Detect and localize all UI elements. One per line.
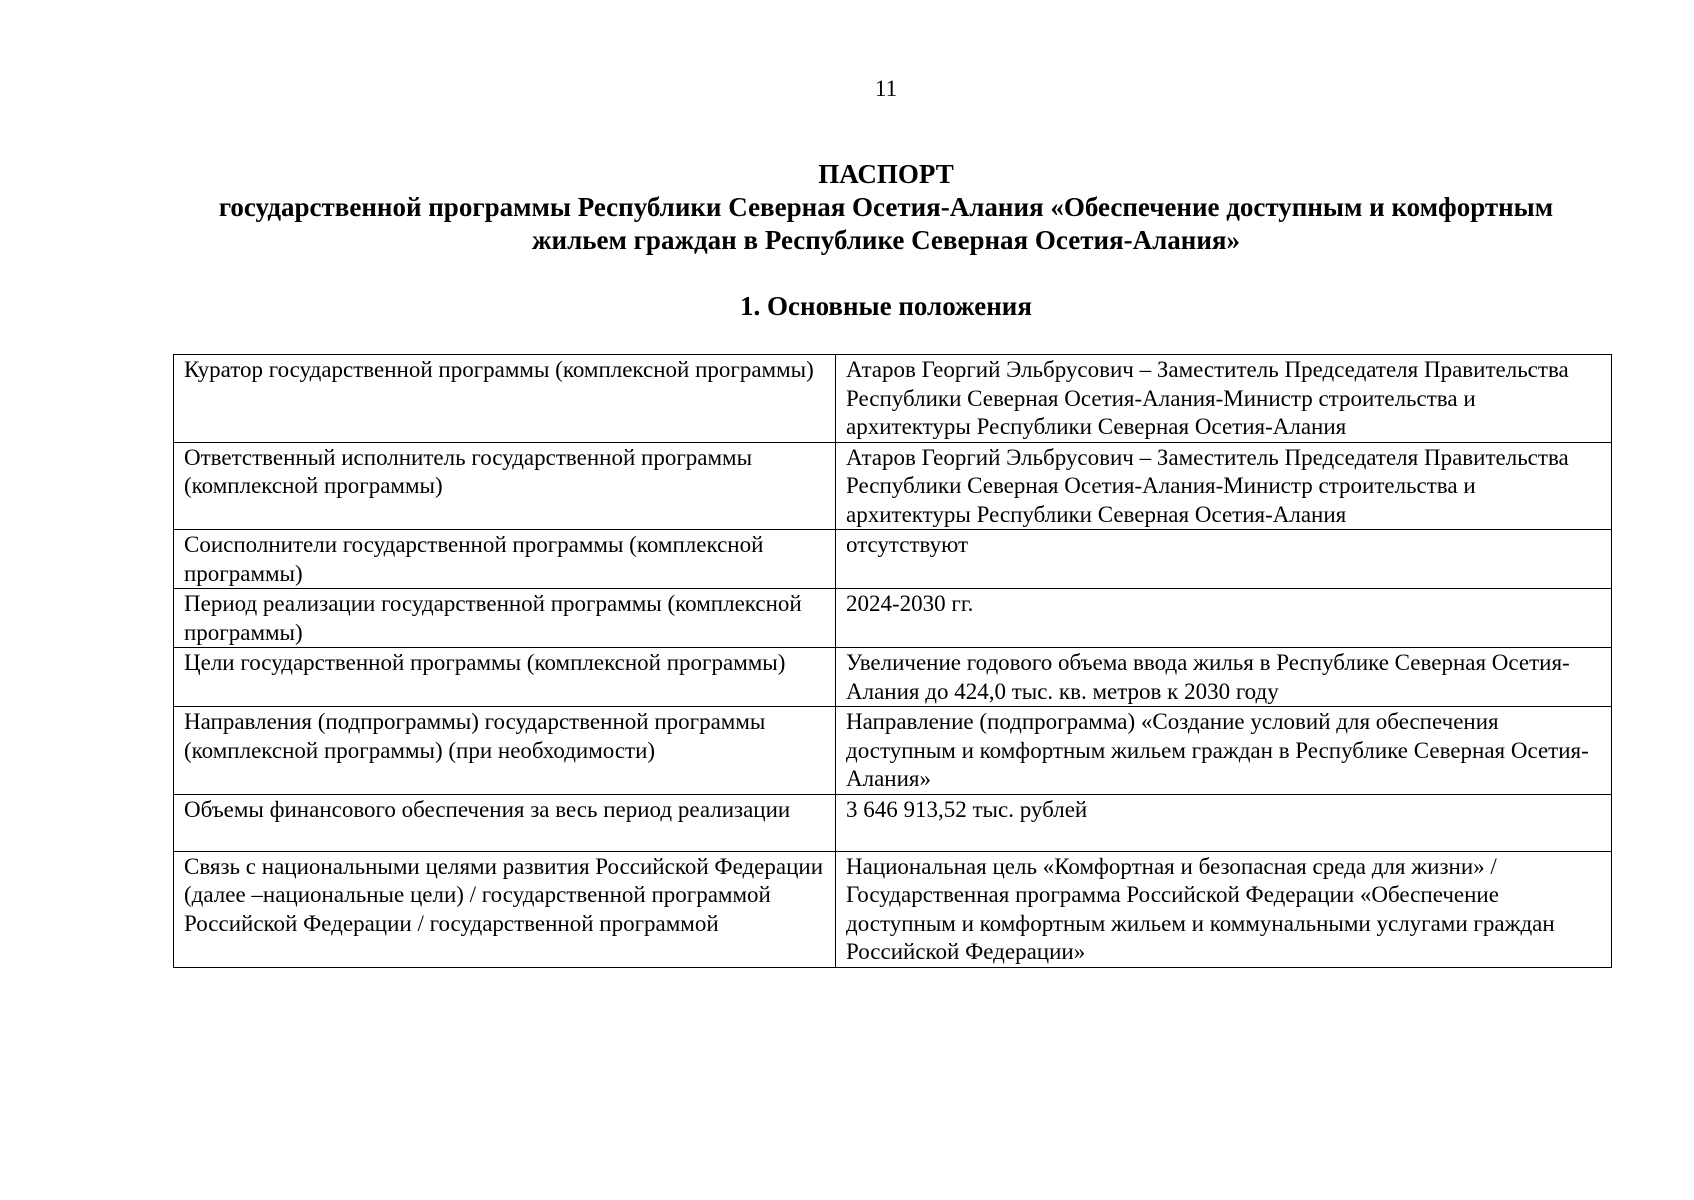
- row-value-directions: Направление (подпрограмма) «Создание условий для обеспечения доступным и комфортным жильем граждан в Республике Северная Осетия-Алания»: [836, 707, 1612, 795]
- row-label-co-executors: Соисполнители государственной программы (комплексной программы): [174, 530, 836, 589]
- row-label-responsible-executor: Ответственный исполнитель государственной программы (комплексной программы): [174, 442, 836, 530]
- table-row: [174, 530, 1612, 589]
- title-line-1: ПАСПОРТ: [818, 159, 954, 189]
- passport-table: [173, 354, 1612, 968]
- row-label-directions: Направления (подпрограммы) государственной программы (комплексной программы) (при необходимости): [174, 707, 836, 795]
- row-label-goals: Цели государственной программы (комплексной программы): [174, 648, 836, 707]
- row-value-funding: 3 646 913,52 тыс. рублей: [836, 794, 1612, 851]
- table-row: [174, 589, 1612, 648]
- title-line-2: государственной программы Республики Северная Осетия-Алания «Обеспечение доступным и комфортным: [218, 192, 1554, 222]
- section-heading: 1. Основные положения: [740, 291, 1032, 321]
- row-value-goals: Увеличение годового объема ввода жилья в Республике Северная Осетия-Алания до 424,0 тыс. кв. метров к 2030 году: [836, 648, 1612, 707]
- title-line-3: жильем граждан в Республике Северная Осетия-Алания»: [531, 225, 1240, 255]
- row-label-funding: Объемы финансового обеспечения за весь период реализации: [174, 794, 836, 851]
- table-row: [174, 794, 1612, 851]
- table-row: [174, 648, 1612, 707]
- table-row: [174, 851, 1612, 967]
- row-value-responsible-executor: Атаров Георгий Эльбрусович – Заместитель Председателя Правительства Республики Северная Осетия-Алания-Министр строительства и архитектуры Республики Северная Осетия-Алания: [836, 442, 1612, 530]
- page-number: 11: [874, 76, 898, 101]
- row-value-curator: Атаров Георгий Эльбрусович – Заместитель Председателя Правительства Республики Северная Осетия-Алания-Министр строительства и архитектуры Республики Северная Осетия-Алания: [836, 355, 1612, 443]
- row-label-curator: Куратор государственной программы (комплексной программы): [174, 355, 836, 443]
- row-value-national-goals: Национальная цель «Комфортная и безопасная среда для жизни» / Государственная программа Российской Федерации «Обеспечение доступным и комфортным жильем и коммунальными услугами граждан Российской Федерации»: [836, 851, 1612, 967]
- row-label-period: Период реализации государственной программы (комплексной программы): [174, 589, 836, 648]
- row-label-national-goals: Связь с национальными целями развития Российской Федерации (далее –национальные цели) / государственной программой Российской Федерации / государственной программой: [174, 851, 836, 967]
- row-value-period: 2024-2030 гг.: [836, 589, 1612, 648]
- table-row: [174, 355, 1612, 443]
- document-title: [160, 158, 1612, 257]
- row-value-co-executors: отсутствуют: [836, 530, 1612, 589]
- table-row: [174, 442, 1612, 530]
- table-row: [174, 707, 1612, 795]
